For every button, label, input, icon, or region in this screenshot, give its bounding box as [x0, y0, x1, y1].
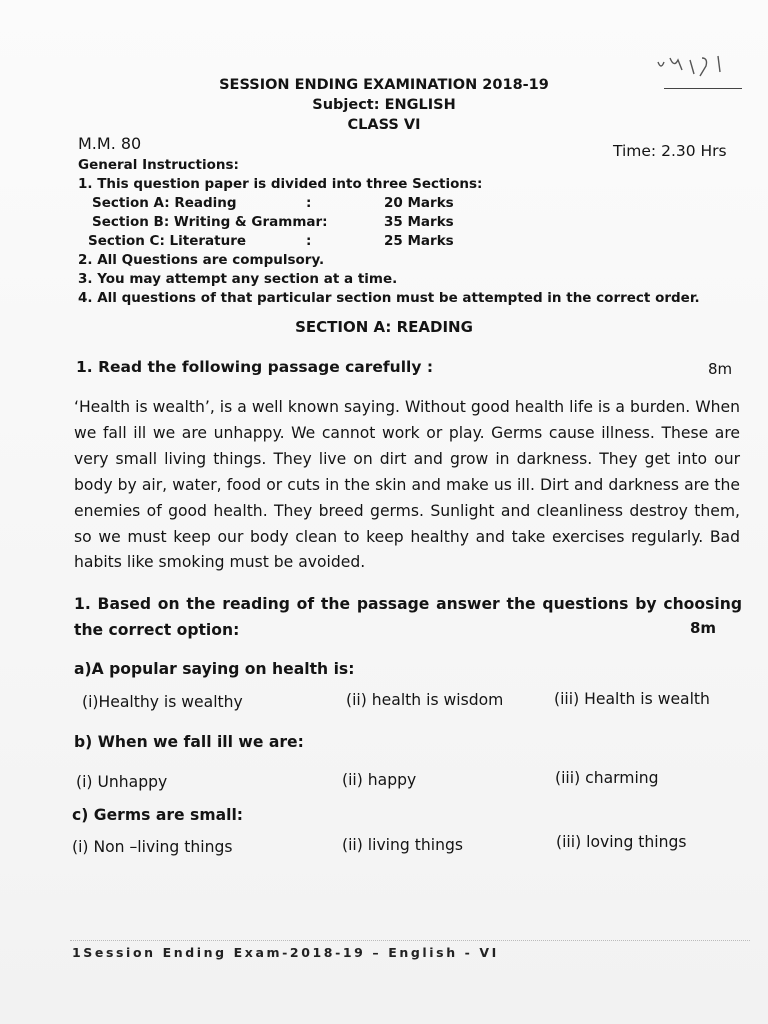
reading-passage: ‘Health is wealth’, is a well known saying. Without good health life is a burden. When we fall ill we are unhappy. We cannot work or play. Germs cause illness. These are very small living things. They live on dirt and grow in darkness. They get into our body by air, water, food or cuts in the skin and make us ill. Dirt and darkness are the enemies of good health. They breed germs. Sunlight and cleanliness destroy them, so we must keep our body clean to keep healthy and take exercises regularly. Bad habits like smoking must be avoided.: [74, 398, 740, 572]
question-2: 1. Based on the reading of the passage answer the questions by choosing the correct option:: [74, 595, 742, 639]
section-c-marks: 25 Marks: [384, 233, 454, 249]
instruction-4: 4. All questions of that particular section must be attempted in the correct order.: [78, 290, 700, 306]
mcq-b-option-2: (ii) happy: [342, 771, 417, 789]
question-2-marks: 8m: [690, 619, 717, 637]
question-1-marks: 8m: [708, 360, 733, 378]
section-a-name: Section A: Reading: [92, 195, 237, 211]
section-b-name: Section B: Writing & Grammar:: [92, 214, 328, 230]
mcq-b-question: b) When we fall ill we are:: [74, 733, 304, 751]
subject-line: Subject: ENGLISH: [312, 97, 456, 113]
section-c-sep: :: [306, 233, 312, 249]
section-b-marks: 35 Marks: [384, 214, 454, 230]
mcq-a-question: a)A popular saying on health is:: [74, 660, 355, 678]
section-c-name: Section C: Literature: [88, 233, 247, 249]
class-line: CLASS VI: [347, 117, 421, 133]
section-a-sep: :: [306, 195, 312, 211]
mcq-c-question: c) Germs are small:: [72, 806, 244, 824]
exam-time: Time: 2.30 Hrs: [613, 142, 727, 160]
mcq-b-option-1: (i) Unhappy: [76, 773, 168, 791]
mcq-b-option-3: (iii) charming: [555, 769, 659, 787]
footer-divider: [70, 940, 750, 941]
instructions-heading: General Instructions:: [78, 157, 239, 173]
max-marks: M.M. 80: [78, 134, 142, 153]
question-1: 1. Read the following passage carefully :: [76, 358, 434, 376]
instruction-2: 2. All Questions are compulsory.: [78, 252, 325, 268]
mcq-a-option-1: (i)Healthy is wealthy: [82, 693, 243, 711]
section-a-heading: SECTION A: READING: [295, 318, 473, 336]
mcq-c-option-3: (iii) loving things: [556, 833, 687, 851]
mcq-c-option-1: (i) Non –living things: [72, 838, 233, 856]
mcq-c-option-2: (ii) living things: [342, 836, 463, 854]
instruction-3: 3. You may attempt any section at a time.: [78, 271, 398, 287]
page-footer: 1Session Ending Exam-2018-19 – English - VI: [72, 945, 499, 960]
mcq-a-option-3: (iii) Health is wealth: [554, 690, 710, 708]
mcq-a-option-2: (ii) health is wisdom: [346, 691, 504, 709]
instruction-1: 1. This question paper is divided into three Sections:: [78, 176, 483, 192]
section-a-marks: 20 Marks: [384, 195, 454, 211]
exam-title: SESSION ENDING EXAMINATION 2018-19: [219, 77, 549, 93]
